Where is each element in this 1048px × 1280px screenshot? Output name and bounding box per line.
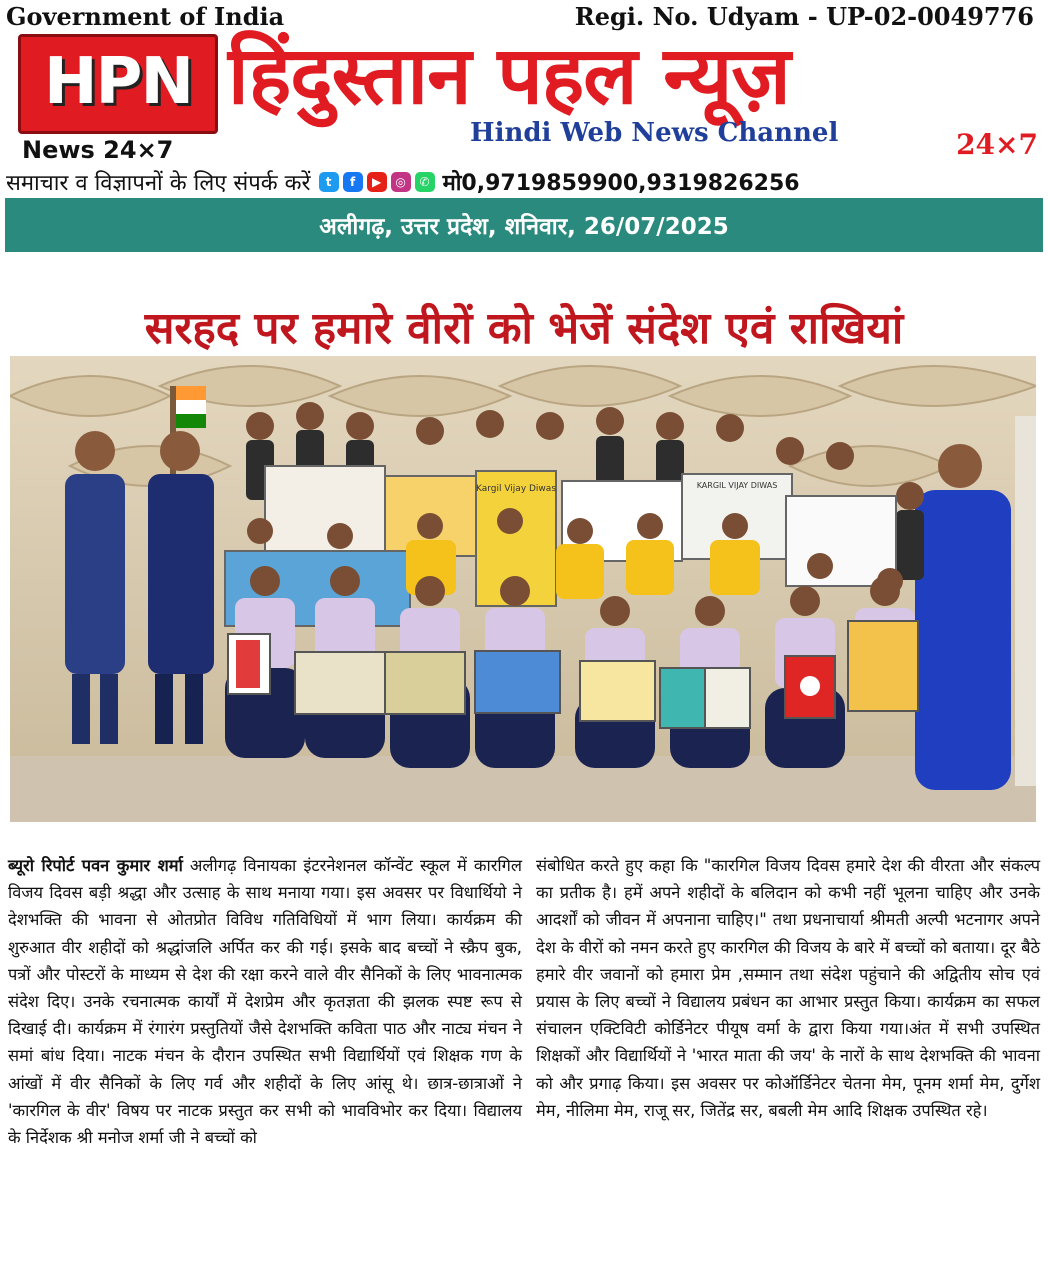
logo-tagline: News 24×7 bbox=[22, 136, 174, 164]
social-icons bbox=[319, 172, 435, 192]
contact-row bbox=[6, 166, 1042, 198]
article-column-right bbox=[536, 852, 1040, 1124]
brand-247-tag: 24×7 bbox=[956, 128, 1038, 161]
whatsapp-icon[interactable]: ✆ bbox=[415, 172, 435, 192]
youtube-icon[interactable]: ▶ bbox=[367, 172, 387, 192]
article-body-left: अलीगढ़ विनायका इंटरनेशनल कॉन्वेंट स्कूल में कारगिल विजय दिवस बड़ी श्रद्धा और उत्साह के साथ मनाया गया। इस अवसर पर विधार्थियो ने देशभक्ति की भावना से ओतप्रोत विविध गतिविधियों में भाग लिया। कार्यक्रम की शुरुआत वीर शहीदों को श्रद्धांजलि अर्पित कर की गई। इसके बाद बच्चों ने स्क्रैप बुक, पत्रों और पोस्टरों के माध्यम से देश की रक्षा करने वाले वीर सैनिकों के लिए भावनात्मक संदेश दिए। उनके रचनात्मक कार्यों में देशप्रेम और कृतज्ञता की झलक स्पष्ट रूप से दिखाई दी। कार्यक्रम में रंगारंग प्रस्तुतियों जैसे देशभक्ति कविता पाठ और नाट्य मंचन ने समां बांध दिया। नाटक मंचन के दौरान उपस्थित सभी विद्यार्थियों एवं शिक्षक गण के आंखों में वीर सैनिकों के लिए गर्व और शहीदों के लिए आंसू थे। छात्र-छात्राओं ने 'कारगिल के वीर' विषय पर नाटक प्रस्तुत कर सभी को भावविभोर कर दिया। विद्यालय के निर्देशक श्री मनोज शर्मा जी ने बच्चों को bbox=[8, 856, 522, 1148]
article-column-left bbox=[8, 852, 522, 1151]
facebook-icon[interactable]: f bbox=[343, 172, 363, 192]
logo-text: HPN bbox=[43, 45, 193, 119]
group-photo-illustration bbox=[10, 356, 1036, 822]
government-label: Government of India bbox=[6, 2, 285, 31]
twitter-icon[interactable]: t bbox=[319, 172, 339, 192]
instagram-icon[interactable]: ◎ bbox=[391, 172, 411, 192]
article-headline: सरहद पर हमारे वीरों को भेजें संदेश एवं राखियां bbox=[144, 303, 904, 354]
registration-number: Regi. No. Udyam - UP-02-0049776 bbox=[574, 2, 1034, 31]
poster-text-2: KARGIL VIJAY DIWAS bbox=[696, 481, 778, 490]
hpn-logo bbox=[18, 34, 218, 134]
contact-label: समाचार व विज्ञापनों के लिए संपर्क करें bbox=[6, 171, 311, 196]
dateline-text: अलीगढ़, उत्तर प्रदेश, शनिवार, 26/07/2025 bbox=[319, 214, 729, 240]
brand-subtitle-english: Hindi Web News Channel bbox=[470, 118, 839, 148]
contact-phone: मो0,9719859900,9319826256 bbox=[442, 171, 800, 196]
article-photo bbox=[10, 356, 1036, 822]
brand-title-hindi: हिंदुस्तान पहल न्यूज़ bbox=[228, 29, 790, 122]
dateline-bar bbox=[5, 198, 1043, 252]
article-byline: ब्यूरो रिपोर्ट पवन कुमार शर्मा bbox=[8, 856, 183, 875]
poster-text-1: Kargil Vijay Diwas bbox=[475, 484, 557, 494]
article-body-right: संबोधित करते हुए कहा कि "कारगिल विजय दिवस हमारे देश की वीरता और संकल्प का प्रतीक है। हमें अपने शहीदों के बलिदान को कभी नहीं भूलना चाहिए और उनके आदर्शों को जीवन में अपनाना चाहिए।" तथा प्रधनाचार्या श्रीमती अल्पी भटनागर अपने देश के वीरों को नमन करते हुए कारगिल की विजय के बारे में बच्चों को बताया। दूर बैठे हमारे वीर जवानों को हमारा प्रेम ,सम्मान तथा संदेश पहुंचाने की अद्वितीय सोच एवं प्रयास के लिए बच्चों ने विद्यालय प्रबंधन का आभार प्रस्तुत किया। कार्यक्रम का सफल संचालन एक्टिविटी कोर्डिनेटर पीयूष वर्मा के द्वारा किया गया।अंत में सभी उपस्थित शिक्षकों और विद्यार्थियों ने 'भारत माता की जय' के नारों के साथ देशभक्ति की भावना को और प्रगाढ़ किया। इस अवसर पर कोऑर्डिनेटर चेतना मेम, पूनम शर्मा मेम, दुर्गेश मेम, नीलिमा मेम, राजू सर, जितेंद्र सर, बबली मेम आदि शिक्षक उपस्थित रहे। bbox=[536, 856, 1040, 1120]
